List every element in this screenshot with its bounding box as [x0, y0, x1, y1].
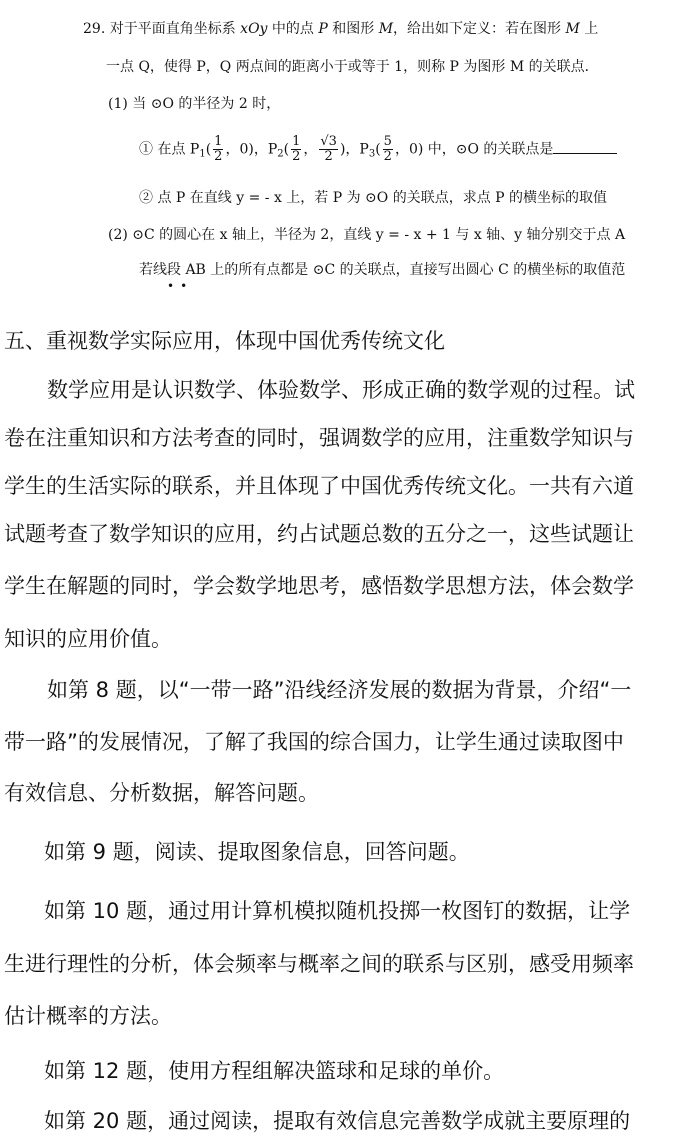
paragraph-line: 如第 9 题，阅读、提取图象信息，回答问题。	[44, 840, 470, 864]
paragraph-line: 如第 20 题，通过阅读，提取有效信息完善数学成就主要原理的	[44, 1109, 631, 1133]
problem-29-part-1-item-1	[139, 135, 617, 164]
paren: (	[375, 141, 381, 158]
denominator: 2	[292, 149, 301, 164]
numerator: 5	[383, 134, 392, 149]
problem-29-text: 中的点	[267, 21, 319, 37]
var-xoy: xOy	[240, 21, 268, 37]
item-text: ，0) 中，⊙O 的关联点是	[394, 141, 554, 158]
var-p: P	[318, 21, 328, 37]
numerator: 1	[214, 134, 223, 149]
problem-29-line-2: 一点 Q，使得 P，Q 两点间的距离小于或等于 1，则称 P 为图形 M 的关联点．	[106, 59, 599, 75]
paragraph-line: 学生在解题的同时，学会数学地思考，感悟数学思想方法，体会数学	[4, 574, 634, 598]
subscript: 2	[277, 148, 284, 160]
problem-29-part-1-item-2: ② 点 P 在直线 y = - x 上，若 P 为 ⊙O 的关联点，求点 P 的横坐标的取值	[139, 190, 608, 206]
paragraph-line: 有效信息、分析数据，解答问题。	[4, 781, 319, 805]
paren: (	[283, 141, 290, 158]
paragraph-line: 如第 8 题，以“一带一路”沿线经济发展的数据为背景，介绍“一	[47, 678, 632, 702]
paragraph-line: 带一路”的发展情况，了解了我国的综合国力，让学生通过读取图中	[4, 730, 624, 754]
emphasis-dots: ••	[167, 279, 194, 293]
comma: ，	[303, 141, 318, 158]
var-m: M	[565, 21, 580, 37]
subscript: 1	[199, 148, 206, 160]
paragraph-line: 知识的应用价值。	[4, 627, 172, 651]
fraction	[213, 135, 223, 164]
problem-29-part-2-cont: 若线段 AB 上的所有点都是 ⊙C 的关联点，直接写出圆心 C 的横坐标的取值范	[139, 262, 626, 278]
denominator: 2	[214, 149, 223, 164]
numerator: √3	[320, 134, 337, 149]
section-heading: 五、重视数学实际应用，体现中国优秀传统文化	[4, 329, 445, 353]
var-m: M	[378, 21, 394, 37]
numerator: 1	[292, 134, 301, 149]
problem-29-line-1	[83, 18, 598, 38]
item-text: )，P	[339, 141, 369, 158]
problem-29-text: 29. 对于平面直角坐标系	[83, 21, 241, 37]
problem-29-part-2: (2) ⊙C 的圆心在 x 轴上，半径为 2，直线 y = - x + 1 与 x 轴、y 轴分别交于点 A	[108, 227, 626, 243]
denominator: 2	[383, 149, 392, 164]
item-text: ① 在点 P	[139, 141, 200, 158]
answer-blank	[553, 141, 617, 154]
paragraph-line: 如第 10 题，通过用计算机模拟随机投掷一枚图钉的数据，让学	[44, 899, 631, 923]
problem-29-text: 和图形	[327, 21, 379, 37]
fraction	[291, 135, 301, 164]
paragraph-line: 试题考查了数学知识的应用，约占试题总数的五分之一，这些试题让	[4, 522, 634, 546]
paragraph-line: 卷在注重知识和方法考查的同时，强调数学的应用，注重数学知识与	[4, 426, 634, 450]
subscript: 3	[368, 148, 376, 160]
denominator: 2	[324, 149, 333, 164]
paragraph-line: 生进行理性的分析，体会频率与概率之间的联系与区别，感受用频率	[4, 952, 634, 976]
fraction	[383, 135, 393, 164]
paragraph-line: 估计概率的方法。	[4, 1004, 172, 1028]
paren: (	[205, 141, 212, 158]
paragraph-line: 如第 12 题，使用方程组解决篮球和足球的单价。	[44, 1059, 505, 1083]
item-text: ，0)，P	[225, 141, 278, 158]
fraction	[319, 135, 338, 164]
paragraph-line: 学生的生活实际的联系，并且体现了中国优秀传统文化。一共有六道	[4, 474, 634, 498]
problem-29-text: ，给出如下定义：若在图形	[393, 21, 566, 37]
paragraph-line: 数学应用是认识数学、体验数学、形成正确的数学观的过程。试	[47, 378, 635, 402]
problem-29-text: 上	[579, 21, 599, 37]
problem-29-part-1: (1) 当 ⊙O 的半径为 2 时，	[108, 96, 281, 112]
